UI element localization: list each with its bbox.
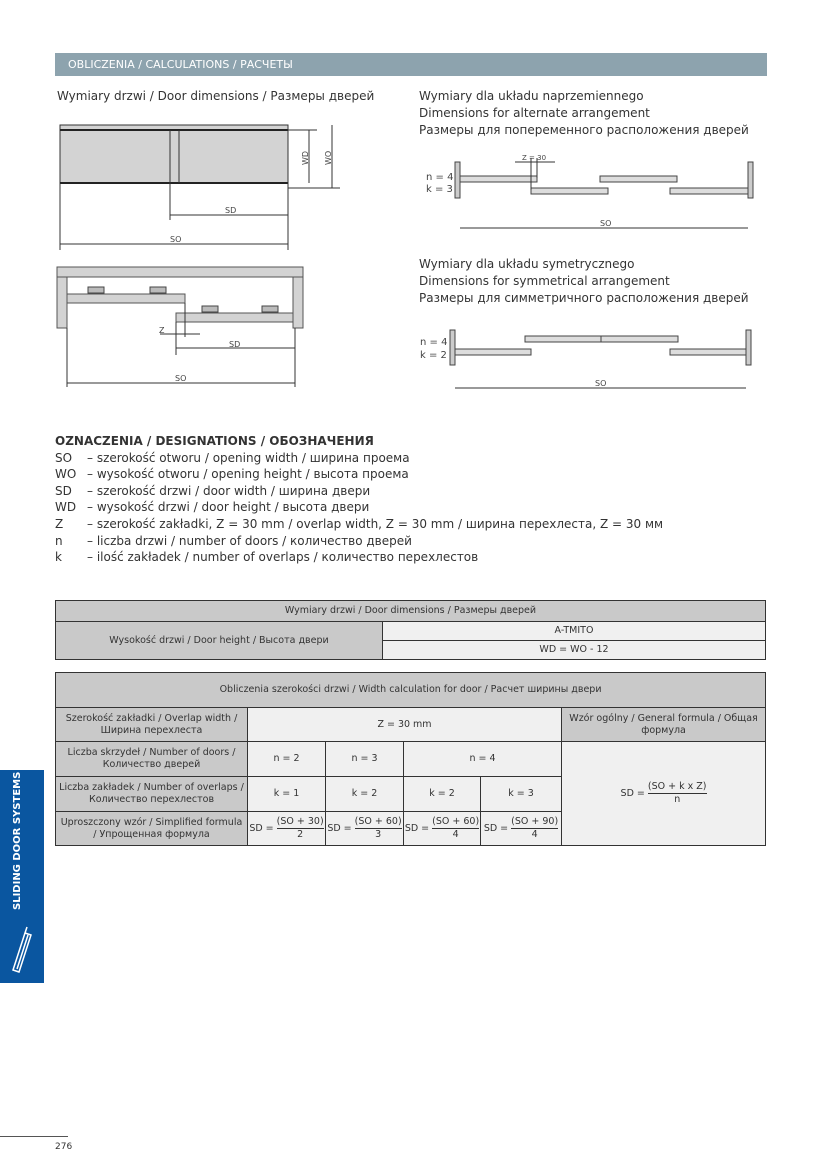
section-tab-label: SLIDING DOOR SYSTEMS (12, 771, 23, 910)
svg-text:k = 3: k = 3 (426, 184, 453, 195)
page-rule (0, 1136, 68, 1137)
so-label: SO (175, 374, 187, 383)
sd-label: SD (229, 340, 241, 349)
page-number: 276 (55, 1142, 73, 1152)
designations-title: OZNACZENIA / DESIGNATIONS / ОБОЗНАЧЕНИЯ (55, 434, 374, 448)
svg-text:n = 4: n = 4 (420, 337, 448, 348)
alternate-arrangement-diagram (420, 150, 765, 235)
section-header: OBLICZENIA / CALCULATIONS / РАСЧЕТЫ (55, 53, 767, 76)
symmetric-caption: Wymiary dla układu symetrycznego Dimensions for symmetrical arrangement Размеры для симметричного расположения дверей (419, 257, 749, 305)
alternate-caption: Wymiary dla układu naprzemiennego Dimensions for alternate arrangement Размеры для попеременного расположения дверей (419, 89, 749, 137)
door-dimensions-caption: Wymiary drzwi / Door dimensions / Размеры дверей (57, 89, 375, 103)
door-dimensions-table: Wymiary drzwi / Door dimensions / Размеры дверей Wysokość drzwi / Door height / Высота двери A-TMITO WD = WO - 12 (55, 600, 766, 660)
wd-label: WD (301, 150, 310, 165)
svg-text:Z = 30: Z = 30 (522, 154, 547, 162)
width-calculation-table: Obliczenia szerokości drzwi / Width calculation for door / Расчет ширины двери Szerokość zakładki / Overlap width / Ширина перехлеста Z = 30 mm Wzór ogólny / General formula / Общая формула Liczba skrzydeł / Number of doors / Количество дверей n = 2 n = 3 n = 4 SD = $\frac{\text{(SO + k x Z)}}{n}$ Liczba zakładek / Number of overlaps / Количество перехлестов k = 1 k = 2 k = 2 k = 3 Uproszczony wzór / Simplified formula / Упрощенная формула SD = $\frac{(SO + 30)}{2}$ SD = $\frac{(SO + 60)}{3}$ SD = $\frac{(SO + 60)}{4}$ SD = $\frac{(SO + 90)}{4}$ (55, 672, 766, 846)
door-front-diagram (55, 115, 355, 255)
designations: OZNACZENIA / DESIGNATIONS / ОБОЗНАЧЕНИЯ SO – szerokość otworu / opening width / ширина проема WO – wysokość otworu / opening height / высота проема SD – szerokość drzwi / door width / ширина двери WD – wysokość drzwi / door height / высота двери Z – szerokość zakładki, Z = 30 mm / overlap width, Z = 30 mm / ширина перехлеста, Z = 30 мм n – liczba drzwi / number of doors / количество дверей k – ilość zakładek / number of overlaps / количество перехлестов (55, 434, 664, 565)
section-tab (0, 770, 44, 983)
wo-label: WO (324, 150, 333, 165)
so-label: SO (170, 235, 182, 244)
svg-text:n = 4: n = 4 (426, 172, 454, 183)
door-profile-icon (5, 925, 35, 975)
z-label: Z (159, 326, 165, 335)
svg-text:k = 2: k = 2 (420, 350, 447, 361)
door-top-diagram (55, 265, 315, 395)
svg-text:SO: SO (595, 379, 607, 388)
sd-label: SD (225, 206, 237, 215)
svg-text:SO: SO (600, 219, 612, 228)
symmetric-arrangement-diagram (420, 325, 765, 400)
